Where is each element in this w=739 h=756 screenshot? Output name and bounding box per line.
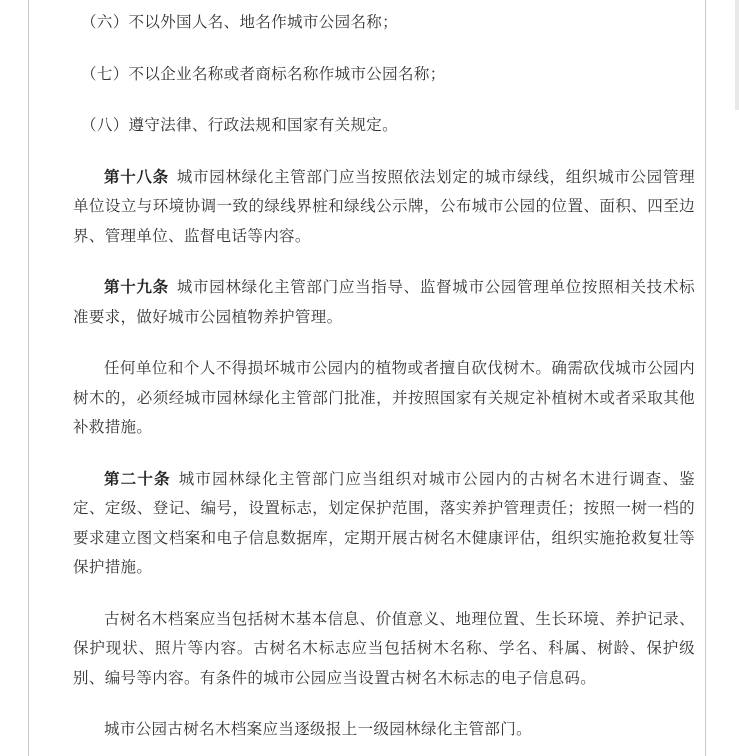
article-18-text: 城市园林绿化主管部门应当按照依法划定的城市绿线，组织城市公园管理单位设立与环境协调一致的绿线界桩和绿线公示牌，公布城市公园的位置、面积、四至边界、管理单位、监督电话等内容。	[73, 167, 696, 245]
scrollbar-strip[interactable]	[735, 0, 739, 110]
article-19-number: 第十九条	[104, 278, 169, 296]
article-19-paragraph-2: 任何单位和个人不得损坏城市公园内的植物或者擅自砍伐树木。确需砍伐城市公园内树木的，必须经城市园林绿化主管部门批准，并按照国家有关规定补植树木或者采取其他补救措施。	[73, 359, 695, 436]
article-20-text: 城市园林绿化主管部门应当组织对城市公园内的古树名木进行调查、鉴定、定级、登记、编号，设置标志，划定保护范围，落实养护管理责任；按照一树一档的要求建立图文档案和电子信息数据库，定期开展古树名木健康评估，组织实施抢救复壮等保护措施。	[73, 469, 695, 576]
article-18-number: 第十八条	[104, 167, 169, 186]
article-19-text: 城市园林绿化主管部门应当指导、监督城市公园管理单位按照相关技术标准要求，做好城市公园植物养护管理。	[73, 278, 696, 326]
list-item-6: （六）不以外国人名、地名作城市公园名称；	[81, 13, 399, 31]
list-item-8: （八）遵守法律、行政法规和国家有关规定。	[81, 116, 399, 134]
article-20-paragraph-2: 古树名木档案应当包括树木基本信息、价值意义、地理位置、生长环境、养护记录、保护现状、照片等内容。古树名木标志应当包括树木名称、学名、科属、树龄、保护级别、编号等内容。有条件的城市公园应当设置古树名木标志的电子信息码。	[73, 609, 695, 687]
document-content	[73, 8, 695, 756]
article-20-number: 第二十条	[104, 469, 171, 488]
article-18	[73, 163, 695, 252]
article-19	[73, 273, 695, 332]
list-item-7: （七）不以企业名称或者商标名称作城市公园名称；	[81, 64, 446, 83]
document-page	[28, 0, 706, 756]
article-20-paragraph-3: 城市公园古树名木档案应当逐级报上一级园林绿化主管部门。	[104, 720, 532, 738]
article-20	[73, 465, 695, 583]
